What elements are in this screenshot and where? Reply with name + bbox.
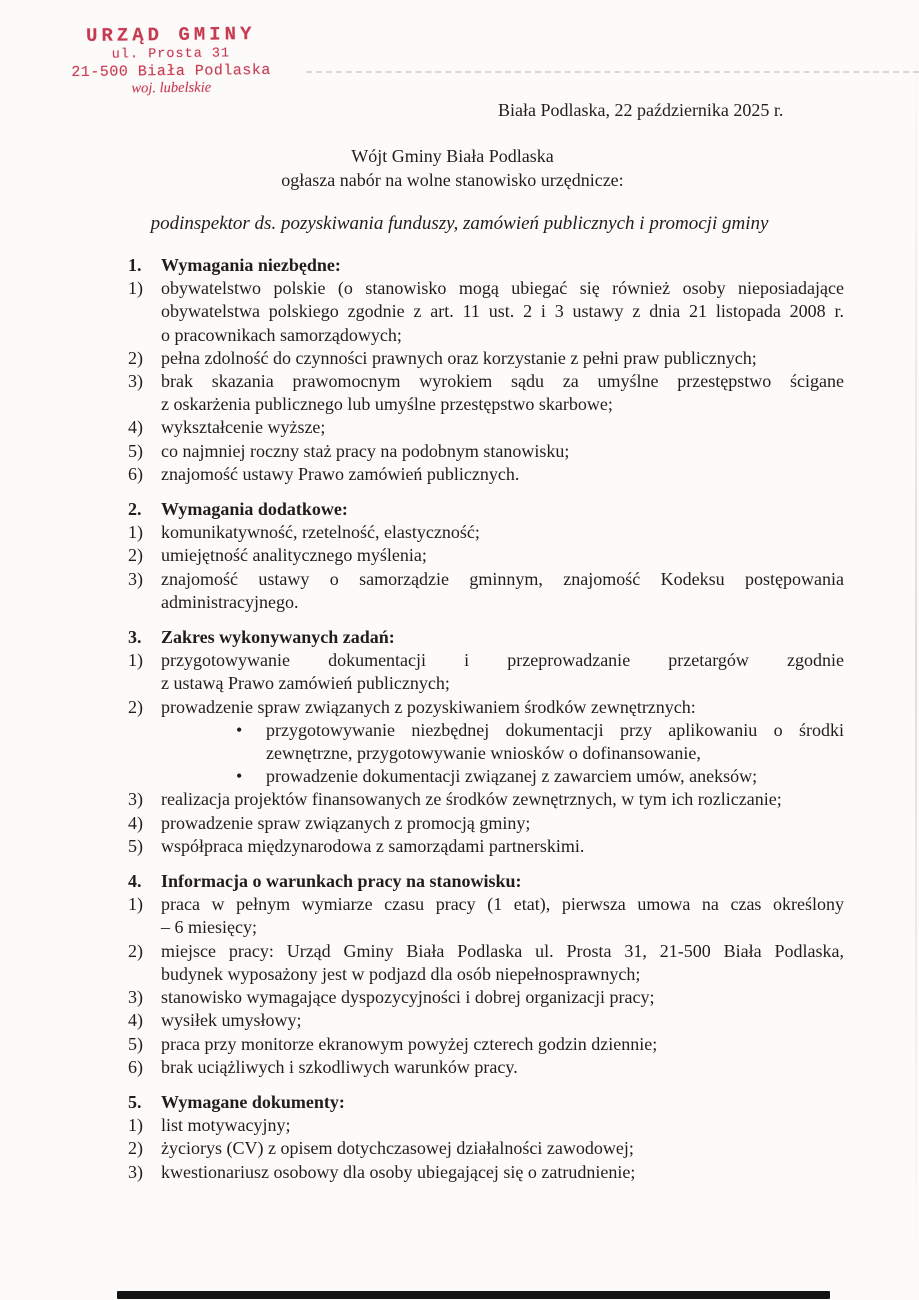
list-item: [128, 788, 844, 811]
list-item-text: [161, 1137, 844, 1160]
text-line: prowadzenie dokumentacji związanej z zawarciem umów, aneksów;: [266, 766, 758, 787]
text-line: kwestionariusz osobowy dla osoby ubiegającej się o zatrudnienie;: [161, 1161, 636, 1182]
list-item-text: [161, 568, 844, 614]
list-item-text: [161, 347, 844, 370]
place-and-date: Biała Podlaska, 22 października 2025 r.: [498, 100, 784, 120]
text-line: zewnętrzne, przygotowywanie wniosków o dofinansowanie,: [266, 743, 701, 764]
section-title: Wymagania niezbędne:: [161, 255, 341, 275]
text-line: o pracownikach samorządowych;: [161, 324, 402, 345]
list-item-number: 3): [128, 1161, 143, 1182]
list-item-number: 3): [128, 987, 143, 1008]
list-item-text: [161, 416, 844, 439]
document-body: [128, 254, 844, 1184]
announcement-header: [0, 144, 905, 192]
list-item-number: 4): [128, 812, 143, 833]
list-item: [128, 1033, 844, 1056]
list-item: [128, 1114, 844, 1137]
bullet-item: [228, 765, 844, 788]
list-item-text: [161, 893, 844, 939]
list-item-text: [161, 940, 844, 986]
text-line: znajomość ustawy o samorządzie gminnym, znajomość Kodeksu postępowania: [161, 568, 844, 589]
section-number: 3.: [128, 627, 142, 648]
list-item-text: [161, 370, 844, 416]
section-title: Informacja o warunkach pracy na stanowisku:: [161, 871, 522, 892]
text-line: obywatelstwo polskie (o stanowisko mogą ubiegać się również osoby nieposiadające: [161, 278, 844, 299]
list-item-number: 1): [128, 522, 143, 543]
list-item-number: 1): [128, 894, 143, 915]
list-item-number: 4): [128, 1010, 143, 1031]
list-item: [128, 521, 844, 544]
list-item: [128, 1161, 844, 1184]
text-line: realizacja projektów finansowanych ze środków zewnętrznych, w tym ich rozliczanie;: [161, 789, 782, 810]
list-item-text: [161, 1009, 844, 1032]
list-item-text: [161, 1114, 844, 1137]
list-item: [128, 835, 844, 858]
section-heading: [128, 626, 844, 649]
list-item-text: [161, 649, 844, 695]
text-line: komunikatywność, rzetelność, elastyczność;: [161, 522, 480, 543]
text-line: przygotowywanie dokumentacji i przeprowadzanie przetargów zgodnie: [161, 650, 844, 671]
text-line: co najmniej roczny staż pracy na podobnym stanowisku;: [161, 440, 570, 461]
document-section: [128, 254, 844, 486]
list-item: [128, 1009, 844, 1032]
list-item-number: 4): [128, 417, 143, 438]
bullet-icon: •: [236, 719, 243, 740]
list-item: [128, 986, 844, 1009]
section-number: 1.: [128, 255, 142, 275]
list-item: [128, 347, 844, 370]
list-item: [128, 696, 844, 719]
section-number: 2.: [128, 499, 142, 520]
text-line: wysiłek umysłowy;: [161, 1010, 302, 1031]
list-item-text: [161, 1161, 844, 1184]
list-item: [128, 940, 844, 986]
text-line: pełna zdolność do czynności prawnych oraz korzystanie z pełni praw publicznych;: [161, 347, 757, 368]
document-section: [128, 626, 844, 858]
text-line: administracyjnego.: [161, 591, 299, 612]
text-line: prowadzenie spraw związanych z promocją gminy;: [161, 812, 531, 833]
list-item-text: [161, 277, 844, 347]
announcement-text: ogłasza nabór na wolne stanowisko urzędnicze:: [281, 170, 624, 190]
scan-artifact-dashed-line: [306, 71, 919, 73]
list-item-text: [161, 812, 844, 835]
list-item-number: 2): [128, 347, 143, 368]
text-line: miejsce pracy: Urząd Gminy Biała Podlaska ul. Prosta 31, 21-500 Biała Podlaska,: [161, 940, 844, 961]
list-item: [128, 1137, 844, 1160]
list-item-number: 2): [128, 545, 143, 566]
list-item: [128, 812, 844, 835]
text-line: praca w pełnym wymiarze czasu pracy (1 etat), pierwsza umowa na czas określony: [161, 894, 844, 915]
office-stamp: [56, 23, 287, 98]
bullet-icon: •: [236, 766, 243, 787]
text-line: – 6 miesięcy;: [161, 917, 257, 938]
stamp-voivodeship: woj. lubelskie: [131, 79, 212, 97]
list-item: [128, 544, 844, 567]
document-section: [128, 1091, 844, 1184]
list-item: [128, 370, 844, 416]
list-item: [128, 1056, 844, 1079]
position-title: podinspektor ds. pozyskiwania funduszy, zamówień publicznych i promocji gminy: [150, 213, 769, 234]
text-line: brak uciążliwych i szkodliwych warunków pracy.: [161, 1056, 518, 1077]
list-item: [128, 568, 844, 614]
text-line: list motywacyjny;: [161, 1115, 291, 1136]
bullet-item-text: [266, 765, 844, 788]
bullet-item-text: [266, 719, 844, 765]
list-item-text: [161, 544, 844, 567]
document-section: [128, 870, 844, 1079]
text-line: życiorys (CV) z opisem dotychczasowej działalności zawodowej;: [161, 1138, 634, 1159]
list-item: [128, 649, 844, 695]
section-title: Zakres wykonywanych zadań:: [161, 627, 395, 648]
list-item-number: 3): [128, 568, 143, 589]
list-item-text: [161, 440, 844, 463]
stamp-street: ul. Prosta 31: [111, 46, 231, 63]
text-line: prowadzenie spraw związanych z pozyskiwaniem środków zewnętrznych:: [161, 696, 696, 717]
list-item-number: 1): [128, 650, 143, 671]
list-item-text: [161, 1033, 844, 1056]
list-item: [128, 277, 844, 347]
list-item-text: [161, 788, 844, 811]
list-item-text: [161, 463, 844, 486]
section-heading: [128, 870, 844, 893]
text-line: z ustawą Prawo zamówień publicznych;: [161, 673, 450, 694]
text-line: umiejętność analitycznego myślenia;: [161, 545, 427, 566]
section-number: 5.: [128, 1091, 142, 1112]
text-line: z oskarżenia publicznego lub umyślne przestępstwo skarbowe;: [161, 394, 613, 415]
text-line: obywatelstwa polskiego zgodnie z art. 11 ust. 2 i 3 ustawy z dnia 21 listopada 2008 r.: [161, 301, 844, 322]
list-item-text: [161, 521, 844, 544]
list-item-number: 5): [128, 835, 143, 856]
list-item-number: 6): [128, 463, 143, 484]
bullet-item: [228, 719, 844, 765]
list-item-text: [161, 696, 844, 719]
section-heading: [128, 1091, 844, 1114]
text-line: przygotowywanie niezbędnej dokumentacji przy aplikowaniu o środki: [266, 719, 844, 740]
list-item-text: [161, 986, 844, 1009]
text-line: stanowisko wymagające dyspozycyjności i dobrej organizacji pracy;: [161, 987, 655, 1008]
text-line: wykształcenie wyższe;: [161, 417, 326, 438]
stamp-office-name: URZĄD GMINY: [85, 23, 256, 47]
text-line: brak skazania prawomocnym wyrokiem sądu za umyślne przestępstwo ścigane: [161, 371, 844, 392]
list-item-number: 6): [128, 1056, 143, 1077]
document-section: [128, 498, 844, 614]
list-item-number: 2): [128, 940, 143, 961]
list-item: [128, 416, 844, 439]
list-item-number: 3): [128, 789, 143, 810]
section-heading: [128, 498, 844, 521]
list-item-text: [161, 835, 844, 858]
scan-artifact-bottom-bar: [117, 1291, 830, 1299]
list-item-number: 2): [128, 1138, 143, 1159]
section-title: Wymagania dodatkowe:: [161, 499, 348, 520]
list-item: [128, 440, 844, 463]
list-item-number: 2): [128, 696, 143, 717]
list-item-number: 1): [128, 278, 143, 299]
list-item: [128, 463, 844, 486]
section-heading: [128, 254, 844, 277]
list-item-number: 3): [128, 371, 143, 392]
list-item-number: 5): [128, 1033, 143, 1054]
list-item-number: 5): [128, 440, 143, 461]
text-line: współpraca międzynarodowa z samorządami partnerskimi.: [161, 835, 585, 856]
stamp-city: 21-500 Biała Podlaska: [71, 61, 271, 82]
text-line: budynek wyposażony jest w podjazd dla osób niepełnosprawnych;: [161, 963, 641, 984]
text-line: znajomość ustawy Prawo zamówień publicznych.: [161, 463, 520, 484]
section-number: 4.: [128, 871, 142, 892]
section-title: Wymagane dokumenty:: [161, 1091, 345, 1112]
list-item: [128, 893, 844, 939]
list-item-number: 1): [128, 1115, 143, 1136]
announcer-name: Wójt Gminy Biała Podlaska: [351, 146, 554, 166]
list-item-text: [161, 1056, 844, 1079]
text-line: praca przy monitorze ekranowym powyżej czterech godzin dziennie;: [161, 1033, 658, 1054]
